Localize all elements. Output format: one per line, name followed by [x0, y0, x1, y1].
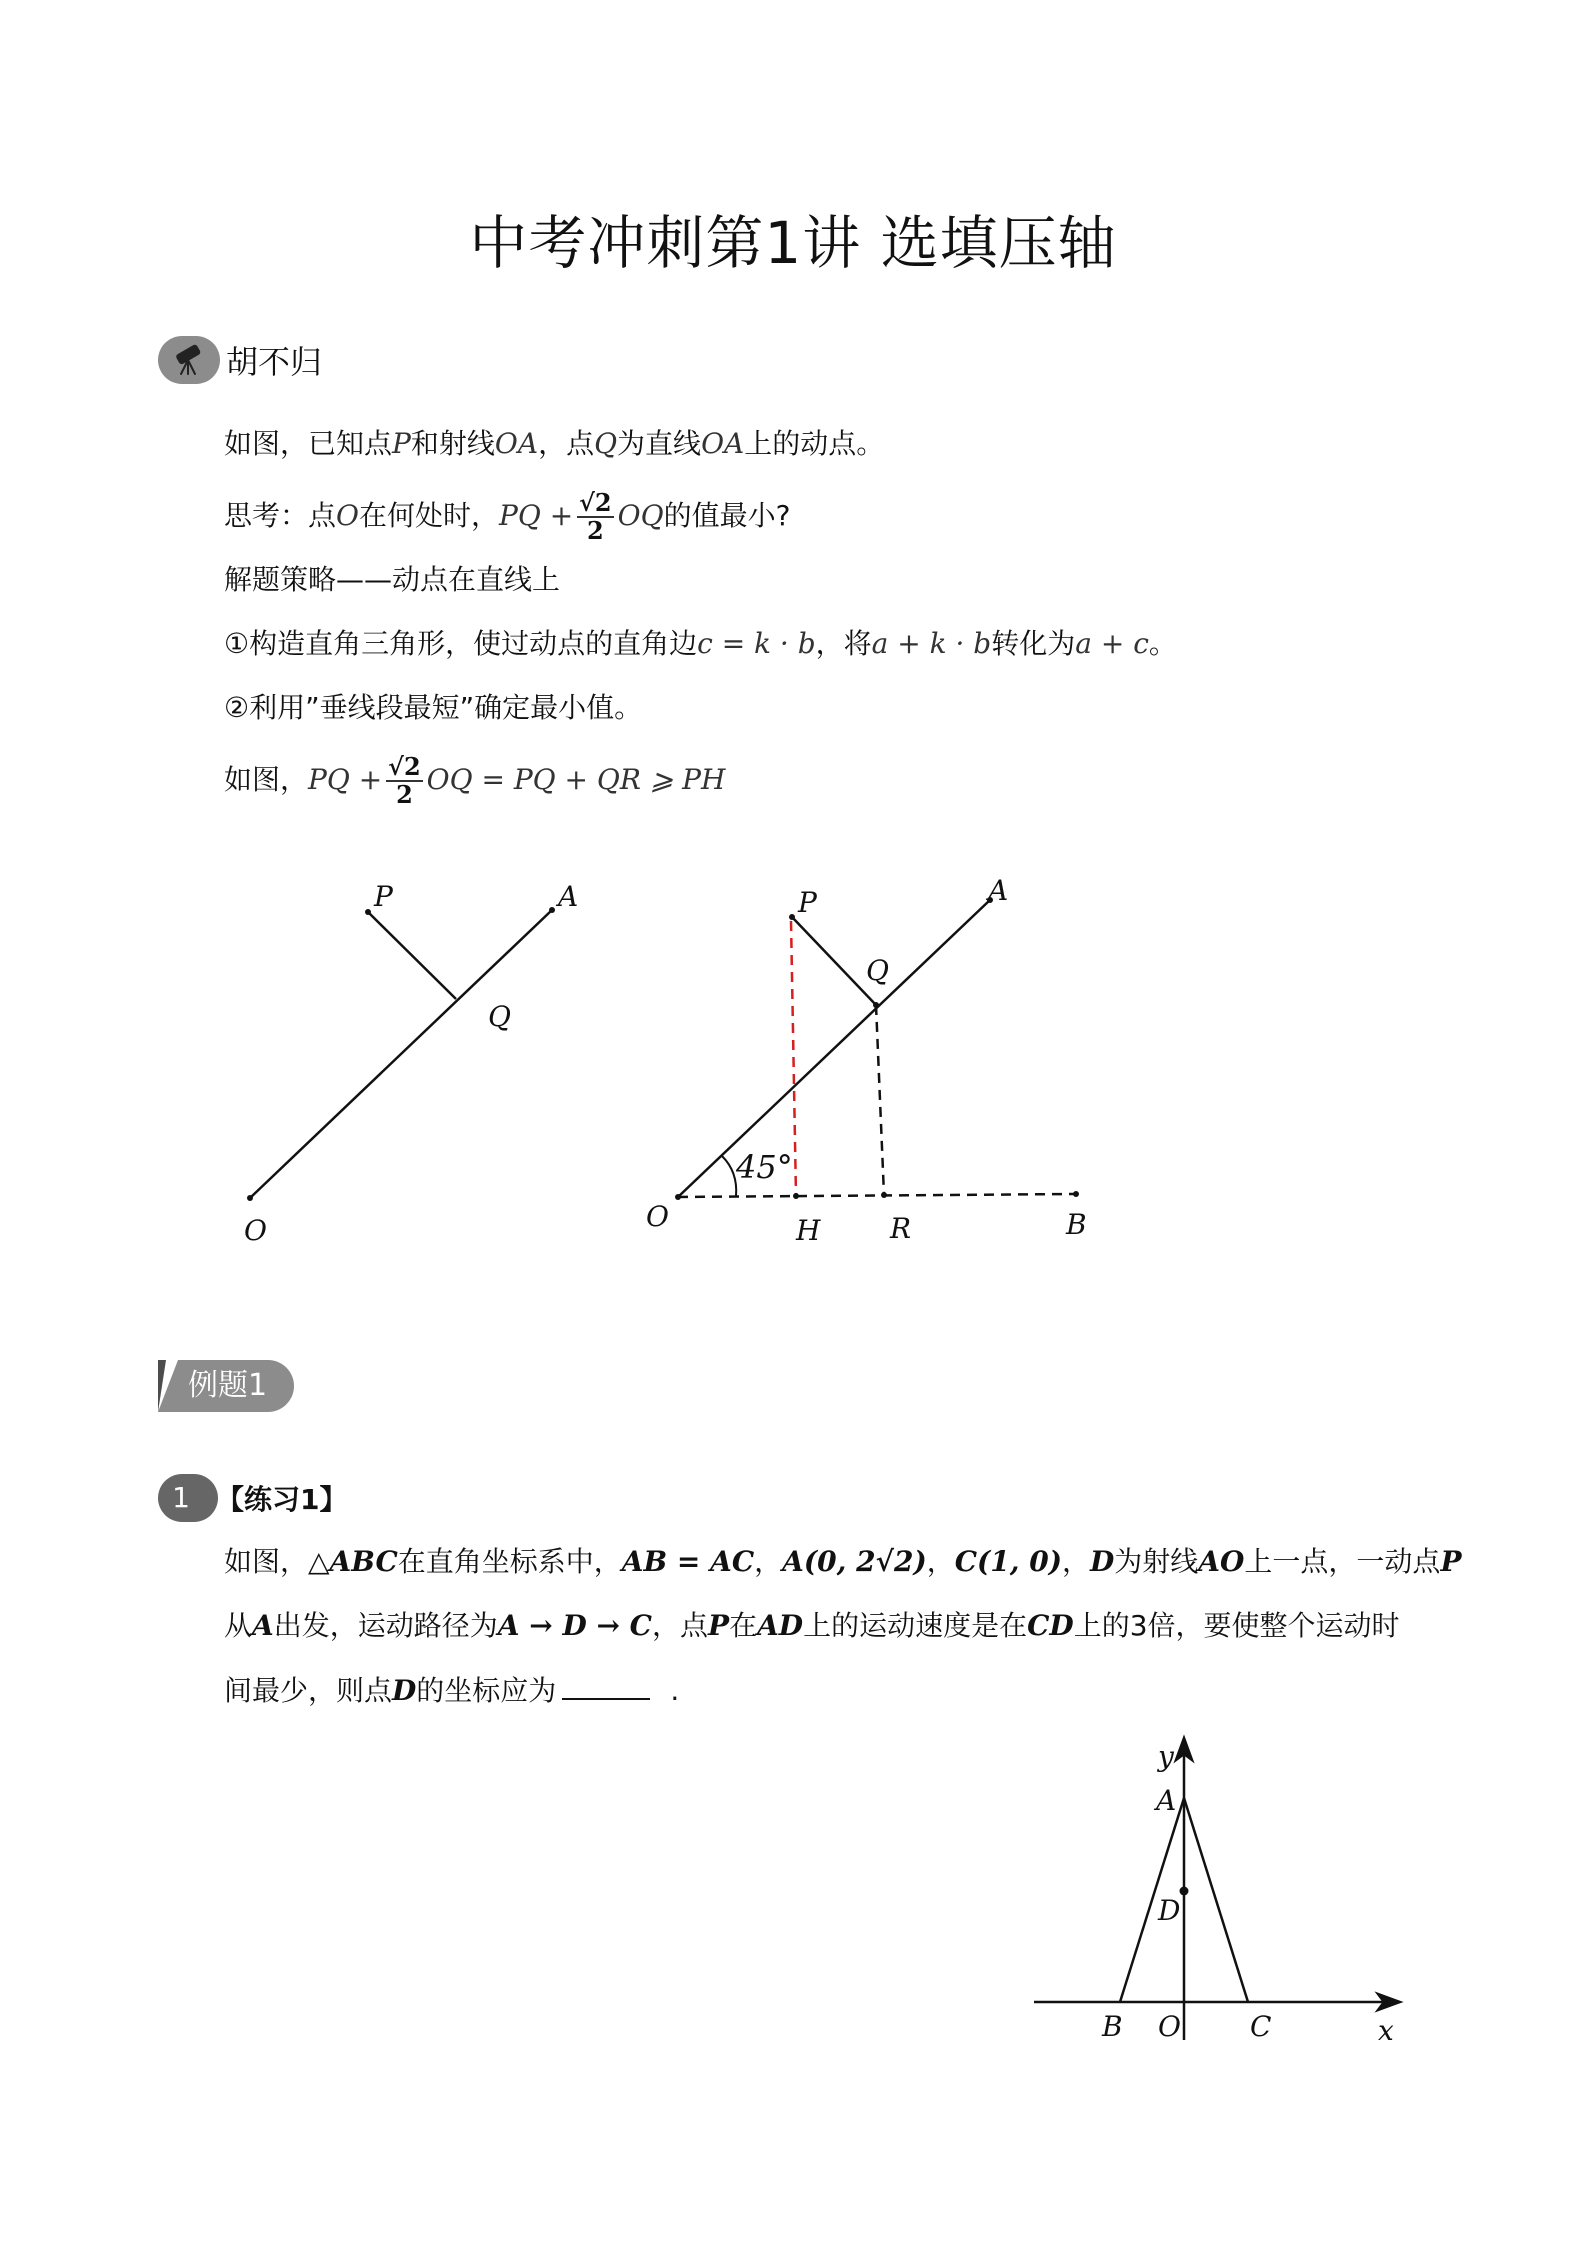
question-title: 【练习1】: [216, 1483, 348, 1516]
question-number-badge: 1: [158, 1474, 218, 1522]
fig2-label-r: R: [890, 1212, 912, 1245]
fig3-label-b: B: [1102, 2010, 1123, 2043]
fig3-label-d: D: [1158, 1894, 1181, 1927]
intro-line-4: ①构造直角三角形，使过动点的直角边c = k · b，将a + k · b转化为a + c。: [224, 627, 1177, 660]
fig2-angle-label: 45°: [736, 1148, 793, 1186]
figure-3: [1034, 1738, 1400, 2040]
intro-line-5: ②利用”垂线段最短”确定最小值。: [224, 691, 643, 724]
fig2-label-o: O: [646, 1200, 669, 1233]
fraction: $\frac{√2}{2}$: [579, 488, 612, 545]
fig1-label-o: O: [244, 1214, 267, 1247]
figure-1: [250, 910, 552, 1198]
question-line-3: 间最少，则点D的坐标应为 .: [224, 1670, 679, 1711]
intro-line-1: 如图，已知点P和射线OA，点Q为直线OA上的动点。: [224, 427, 885, 460]
fig1-label-q: Q: [488, 1000, 511, 1033]
question-line-2: 从A出发，运动路径为A → D → C，点P在AD上的运动速度是在CD上的3倍，要使整个运动时: [224, 1609, 1400, 1642]
fig3-label-x: x: [1378, 2014, 1394, 2047]
section-title: 胡不归: [226, 343, 323, 381]
intro-line-3: 解题策略——动点在直线上: [224, 563, 561, 596]
answer-blank[interactable]: [562, 1670, 650, 1700]
fraction: $\frac{√2}{2}$: [388, 752, 421, 809]
fig3-label-y: y: [1158, 1740, 1174, 1773]
fig2-label-a: A: [988, 874, 1009, 907]
fig3-label-o: O: [1158, 2010, 1181, 2043]
fig1-label-a: A: [558, 880, 579, 913]
intro-line-6: 如图，PQ + $\frac{√2}{2}$ OQ = PQ + QR ⩾ PH: [224, 752, 726, 809]
fig2-label-h: H: [796, 1214, 821, 1247]
fig3-label-c: C: [1250, 2010, 1272, 2043]
intro-line-2: 思考：点O在何处时，PQ + $\frac{√2}{2}$ OQ的值最小?: [224, 488, 791, 545]
fig2-label-p: P: [798, 886, 817, 919]
fig1-label-p: P: [374, 880, 393, 913]
example-tag: 例题1: [158, 1360, 294, 1412]
fig3-label-a: A: [1156, 1784, 1177, 1817]
question-line-1: 如图，△ABC在直角坐标系中，AB = AC，A(0, 2√2)，C(1, 0)，D为射线AO上一点，一动点P: [224, 1545, 1462, 1578]
fig2-label-q: Q: [866, 954, 889, 987]
page-title: 中考冲刺第1讲 选填压轴: [469, 209, 1117, 277]
fig2-label-b: B: [1066, 1208, 1087, 1241]
figure-3-points: [1180, 1887, 1189, 1896]
